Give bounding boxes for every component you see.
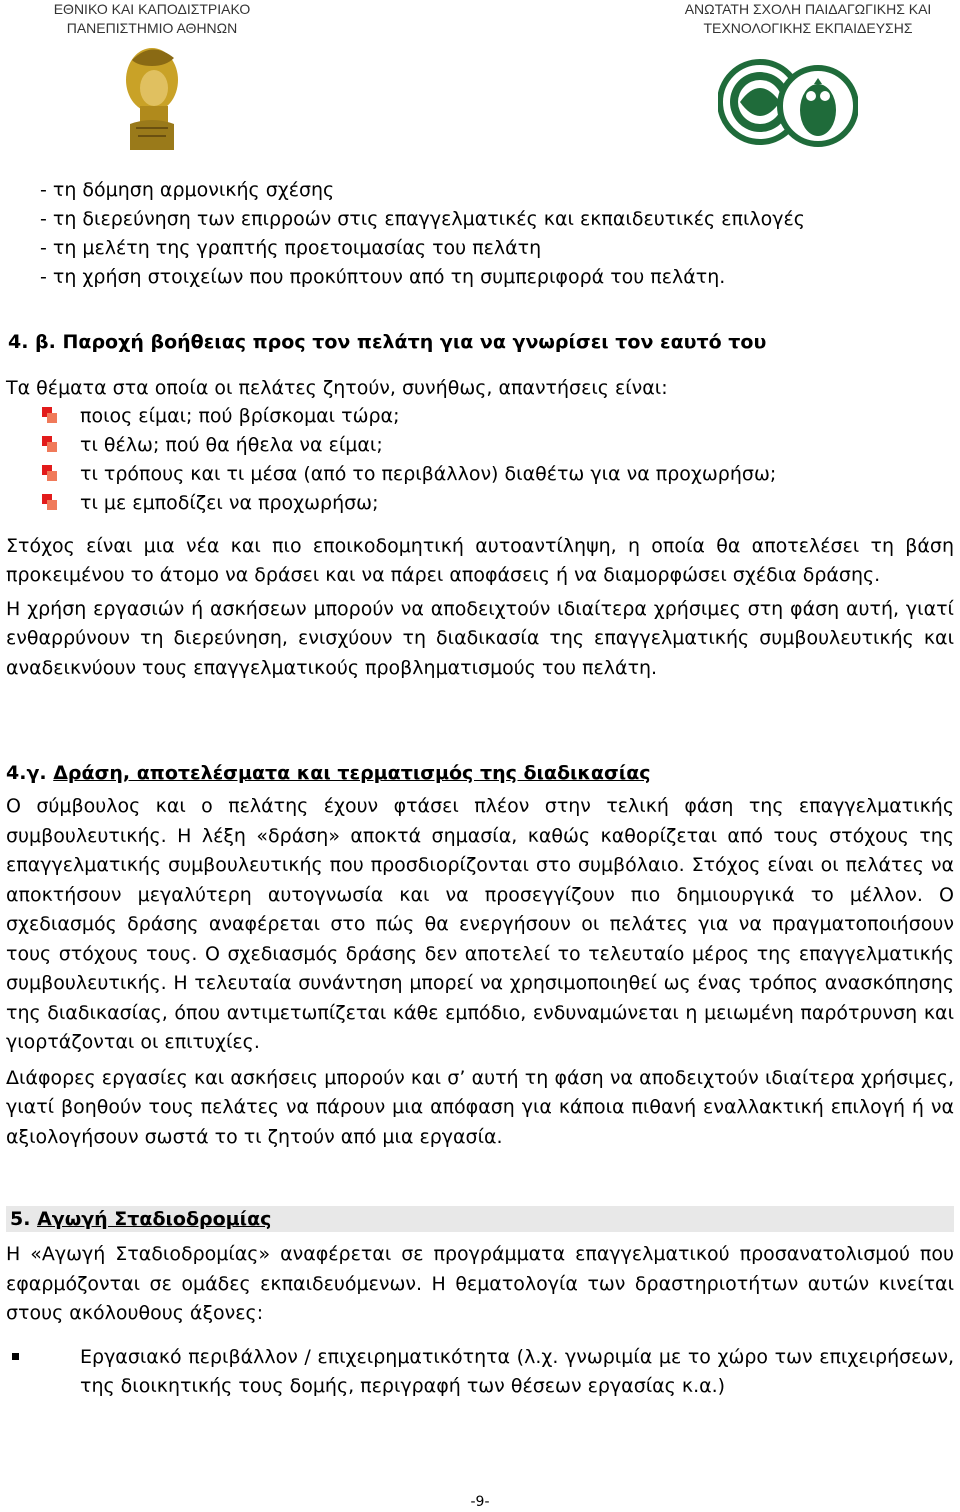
section-4b-body <box>6 374 954 683</box>
red-square-bullet-icon <box>42 494 60 512</box>
school-logo-owl-icon <box>718 54 858 154</box>
dash-item: - τη μελέτη της γραπτής προετοιμασίας του πελάτη <box>40 237 542 259</box>
red-square-bullet-icon <box>42 465 60 483</box>
black-square-bullet-icon <box>12 1343 22 1402</box>
list-item-text: Εργασιακό περιβάλλον / επιχειρηματικότητα (λ.χ. γνωριμία με το χώρο των επιχειρήσεων, της διοικητικής τους δομής, περιγραφή των θέσεων εργασίας κ.α.) <box>80 1345 954 1397</box>
red-square-bullet-icon <box>42 407 60 425</box>
section-4b-heading: 4. β. Παροχή βοήθειας προς τον πελάτη για να γνωρίσει τον εαυτό του <box>8 331 767 353</box>
section-4c-heading-number: 4.γ. <box>6 762 54 784</box>
section-5-paragraph-1: Η «Αγωγή Σταδιοδρομίας» αναφέρεται σε προγράμματα επαγγελματικού προσανατολισμού που εφαρμόζονται σε ομάδες εκπαιδευόμενων. Η θεματολογία των δραστηριοτήτων αυτών κινείται στους ακόλουθους άξονες: <box>6 1243 954 1324</box>
list-item <box>6 431 954 460</box>
university-logo-athena-icon <box>108 40 192 152</box>
section-4b-bullets <box>6 402 954 518</box>
list-item <box>6 460 954 489</box>
list-item <box>6 489 954 518</box>
header-right <box>678 0 938 38</box>
section-4c-heading-title: Δράση, αποτελέσματα και τερματισμός της διαδικασίας <box>53 762 651 784</box>
section-5-heading <box>6 1206 954 1232</box>
list-item-text: τι με εμποδίζει να προχωρήσω; <box>80 492 379 514</box>
section-5-heading-title: Αγωγή Σταδιοδρομίας <box>37 1208 272 1230</box>
header-left <box>22 0 282 38</box>
dash-item: - τη διερεύνηση των επιρροών στις επαγγελματικές και εκπαιδευτικές επιλογές <box>40 208 805 230</box>
list-item <box>6 402 954 431</box>
list-item-text: ποιος είμαι; πού βρίσκομαι τώρα; <box>80 405 400 427</box>
section-4b-paragraph-2: Η χρήση εργασιών ή ασκήσεων μπορούν να αποδειχτούν ιδιαίτερα χρήσιμες στη φάση αυτή, γιατί ενθαρρύνουν τη διερεύνηση, ενισχύουν τη διαδικασία της επαγγελματικής συμβουλευτικής και αναδεικνύουν τους επαγγελματικούς προβληματισμούς του πελάτη. <box>6 597 954 679</box>
header-right-line1: ΑΝΩΤΑΤΗ ΣΧΟΛΗ ΠΑΙΔΑΓΩΓΙΚΗΣ ΚΑΙ <box>684 1 932 17</box>
list-item-text: τι θέλω; πού θα ήθελα να είμαι; <box>80 434 383 456</box>
header-left-line1: ΕΘΝΙΚΟ ΚΑΙ ΚΑΠΟΔΙΣΤΡΙΑΚΟ <box>53 1 251 17</box>
dash-item: - τη δόμηση αρμονικής σχέσης <box>40 179 335 201</box>
section-4b-paragraph-1: Στόχος είναι μια νέα και πιο εποικοδομητική αυτοαντίληψη, η οποία θα αποτελέσει τη βάση προκειμένου το άτομο να δράσει και να πάρει αποφάσεις ή να διαμορφώσει σχέδια δράσης. <box>6 534 954 586</box>
section-4c-paragraph-2-text: Διάφορες εργασίες και ασκήσεις μπορούν και σ’ αυτή τη φάση να αποδειχτούν ιδιαίτερα χρήσιμες, γιατί βοηθούν τους πελάτες να πάρουν μια απόφαση για κάποια πιθανή εναλλακτική επιλογή ή να αξιολογήσουν σωστά το τι ζητούν από μια εργασία. <box>6 1066 954 1148</box>
dash-list <box>6 176 954 292</box>
list-item <box>6 1343 954 1402</box>
red-square-bullet-icon <box>42 436 60 454</box>
dash-item: - τη χρήση στοιχείων που προκύπτουν από τη συμπεριφορά του πελάτη. <box>40 266 726 288</box>
list-item-text: τι τρόπους και τι μέσα (από το περιβάλλον) διαθέτω για να προχωρήσω; <box>80 463 777 485</box>
section-4c-paragraph-2 <box>6 1064 954 1153</box>
section-5-heading-number: 5. <box>10 1208 38 1230</box>
section-4c-heading <box>6 762 954 784</box>
header-right-line2: ΤΕΧΝΟΛΟΓΙΚΗΣ ΕΚΠΑΙΔΕΥΣΗΣ <box>703 20 913 36</box>
section-5 <box>6 1206 954 1402</box>
page-number: -9- <box>470 1494 490 1510</box>
header-left-line2: ΠΑΝΕΠΙΣΤΗΜΙΟ ΑΘΗΝΩΝ <box>66 20 238 36</box>
section-4c <box>6 762 954 1152</box>
section-4b-intro: Τα θέματα στα οποία οι πελάτες ζητούν, συνήθως, απαντήσεις είναι: <box>6 377 668 399</box>
section-4c-paragraph-1: Ο σύμβουλος και ο πελάτης έχουν φτάσει πλέον στην τελική φάση της επαγγελματικής συμβουλευτικής. Η λέξη «δράση» αποκτά σημασία, καθώς καθορίζεται από τους στόχους της επαγγελματικής συμβουλευτικής που προσδιορίζονται στο συμβόλαιο. Στόχος είναι οι πελάτες να αποκτήσουν μεγαλύτερη αυτογνωσία και να προσεγγίζουν πιο δημιουργικά το μέλλον. Ο σχεδιασμός δράσης αναφέρεται στο πώς θα ενεργήσουν οι πελάτες για να πραγματοποιήσουν τους στόχους τους. Ο σχεδιασμός δράσης δεν αποτελεί το τελευταίο μέρος της επαγγελματικής συμβουλευτικής. Η τελευταία συνάντηση μπορεί να χρησιμοποιηθεί ως ένας τρόπος ανασκόπησης της διαδικασίας, όπου αντιμετωπίζεται κάθε εμπόδιο, ενδυναμώνεται η μειωμένη παρότρυνση και γιορτάζονται οι επιτυχίες. <box>6 795 954 1053</box>
